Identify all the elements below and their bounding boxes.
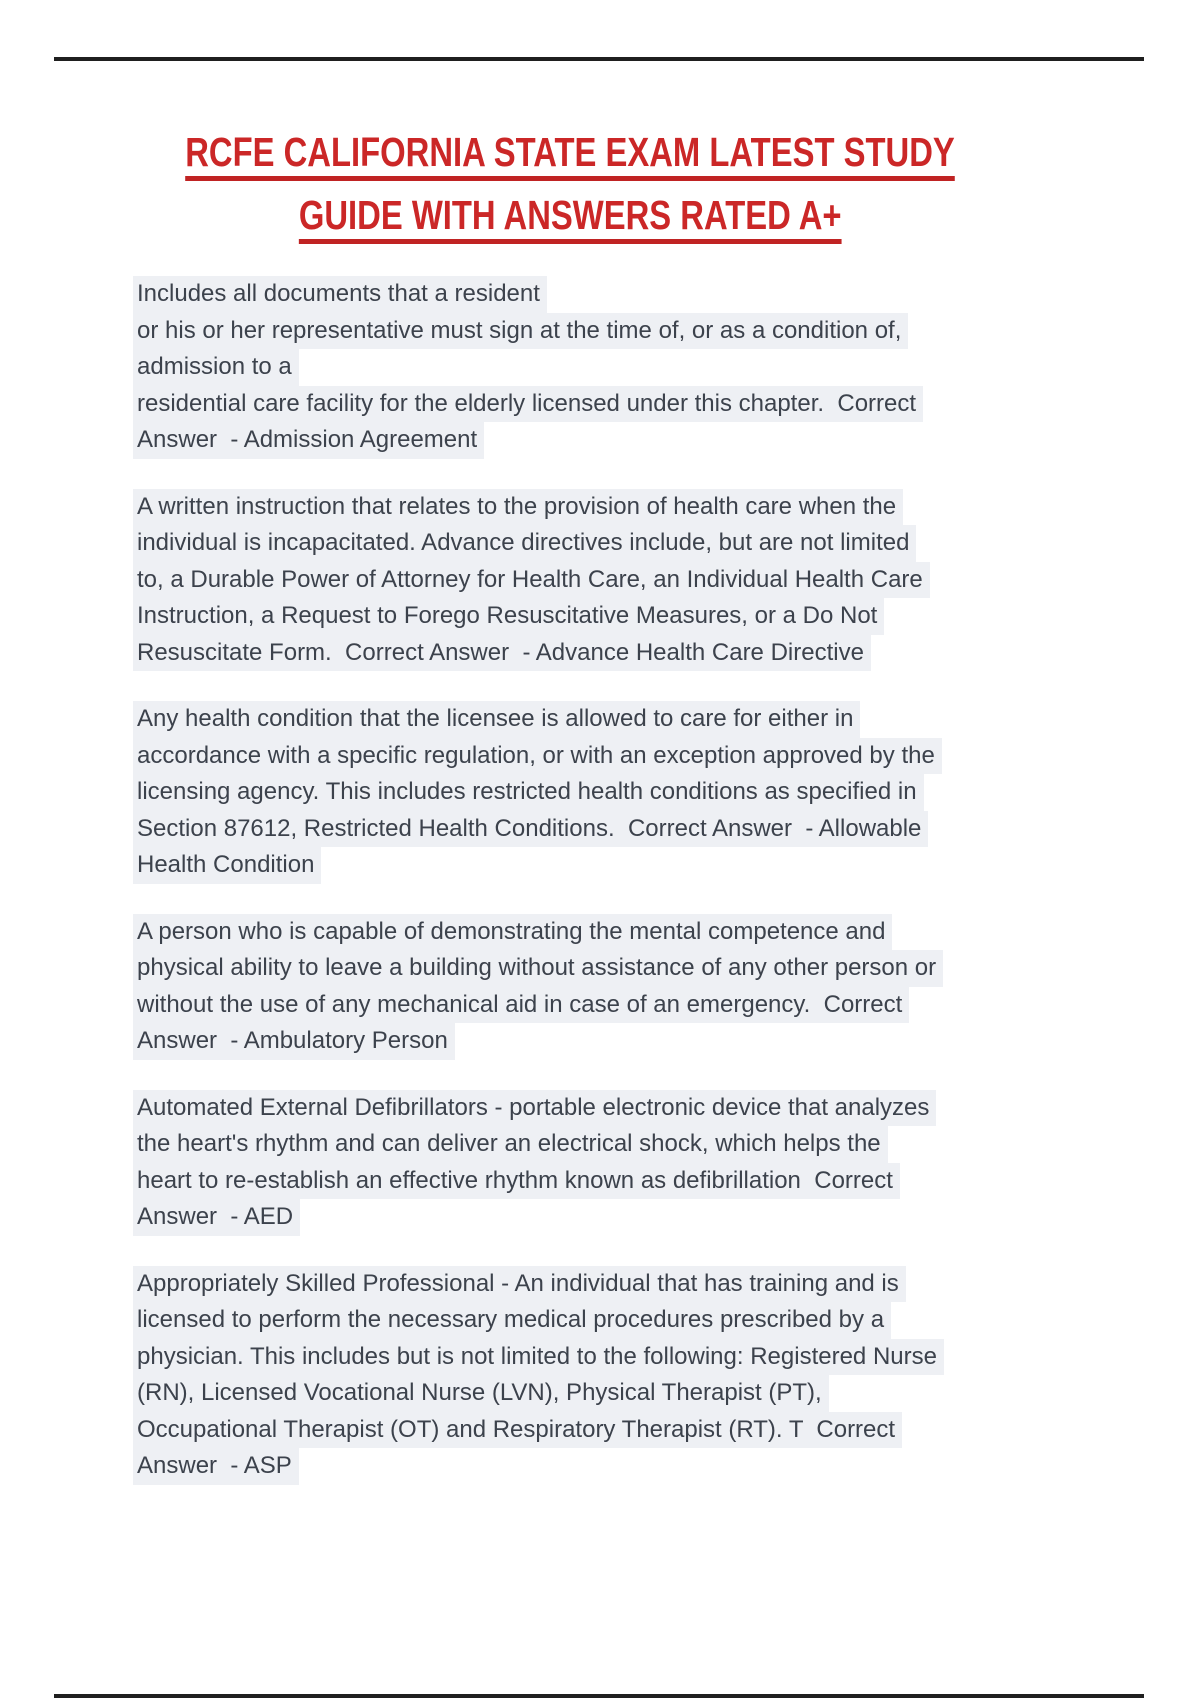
text-line: Answer - AED: [133, 1199, 300, 1236]
title-row-2: [0, 184, 1140, 247]
title-row-1: [0, 121, 1140, 184]
text-line: A person who is capable of demonstrating the mental competence and: [133, 914, 892, 951]
text-line: Appropriately Skilled Professional - An individual that has training and is: [133, 1266, 906, 1303]
text-line: Automated External Defibrillators - portable electronic device that analyzes: [133, 1090, 936, 1127]
text-line: licensing agency. This includes restricted health conditions as specified in: [133, 774, 924, 811]
text-line: Answer - Admission Agreement: [133, 422, 484, 459]
text-line: without the use of any mechanical aid in case of an emergency. Correct: [133, 987, 909, 1024]
paragraph: [137, 489, 1087, 672]
text-line: Health Condition: [133, 847, 321, 884]
text-line: heart to re-establish an effective rhythm known as defibrillation Correct: [133, 1163, 900, 1200]
title-line-1: RCFE CALIFORNIA STATE EXAM LATEST STUDY: [185, 129, 955, 175]
text-line: or his or her representative must sign at the time of, or as a condition of,: [133, 313, 908, 350]
paragraph: [137, 914, 1087, 1060]
text-line: Instruction, a Request to Forego Resuscitative Measures, or a Do Not: [133, 598, 884, 635]
text-line: Answer - ASP: [133, 1448, 299, 1485]
text-line: (RN), Licensed Vocational Nurse (LVN), Physical Therapist (PT),: [133, 1375, 829, 1412]
bottom-horizontal-rule: [54, 1694, 1144, 1698]
text-line: Answer - Ambulatory Person: [133, 1023, 455, 1060]
study-guide-body: [137, 276, 1087, 1515]
text-line: licensed to perform the necessary medical procedures prescribed by a: [133, 1302, 891, 1339]
text-line: Any health condition that the licensee is allowed to care for either in: [133, 701, 860, 738]
paragraph: [137, 1266, 1087, 1485]
text-line: accordance with a specific regulation, or with an exception approved by the: [133, 738, 942, 775]
document-title: [0, 121, 1140, 247]
text-line: the heart's rhythm and can deliver an electrical shock, which helps the: [133, 1126, 888, 1163]
text-line: individual is incapacitated. Advance directives include, but are not limited: [133, 525, 916, 562]
text-line: Includes all documents that a resident: [133, 276, 547, 313]
text-line: admission to a: [133, 349, 299, 386]
text-line: Resuscitate Form. Correct Answer - Advance Health Care Directive: [133, 635, 871, 672]
text-line: A written instruction that relates to the provision of health care when the: [133, 489, 903, 526]
top-horizontal-rule: [54, 57, 1144, 61]
title-line-2: GUIDE WITH ANSWERS RATED A+: [298, 192, 842, 238]
text-line: physician. This includes but is not limited to the following: Registered Nurse: [133, 1339, 944, 1376]
text-line: residential care facility for the elderly licensed under this chapter. Correct: [133, 386, 923, 423]
text-line: Occupational Therapist (OT) and Respiratory Therapist (RT). T Correct: [133, 1412, 902, 1449]
paragraph: [137, 276, 1087, 459]
text-line: physical ability to leave a building without assistance of any other person or: [133, 950, 943, 987]
paragraph: [137, 1090, 1087, 1236]
paragraph: [137, 701, 1087, 884]
text-line: to, a Durable Power of Attorney for Health Care, an Individual Health Care: [133, 562, 930, 599]
text-line: Section 87612, Restricted Health Conditions. Correct Answer - Allowable: [133, 811, 928, 848]
